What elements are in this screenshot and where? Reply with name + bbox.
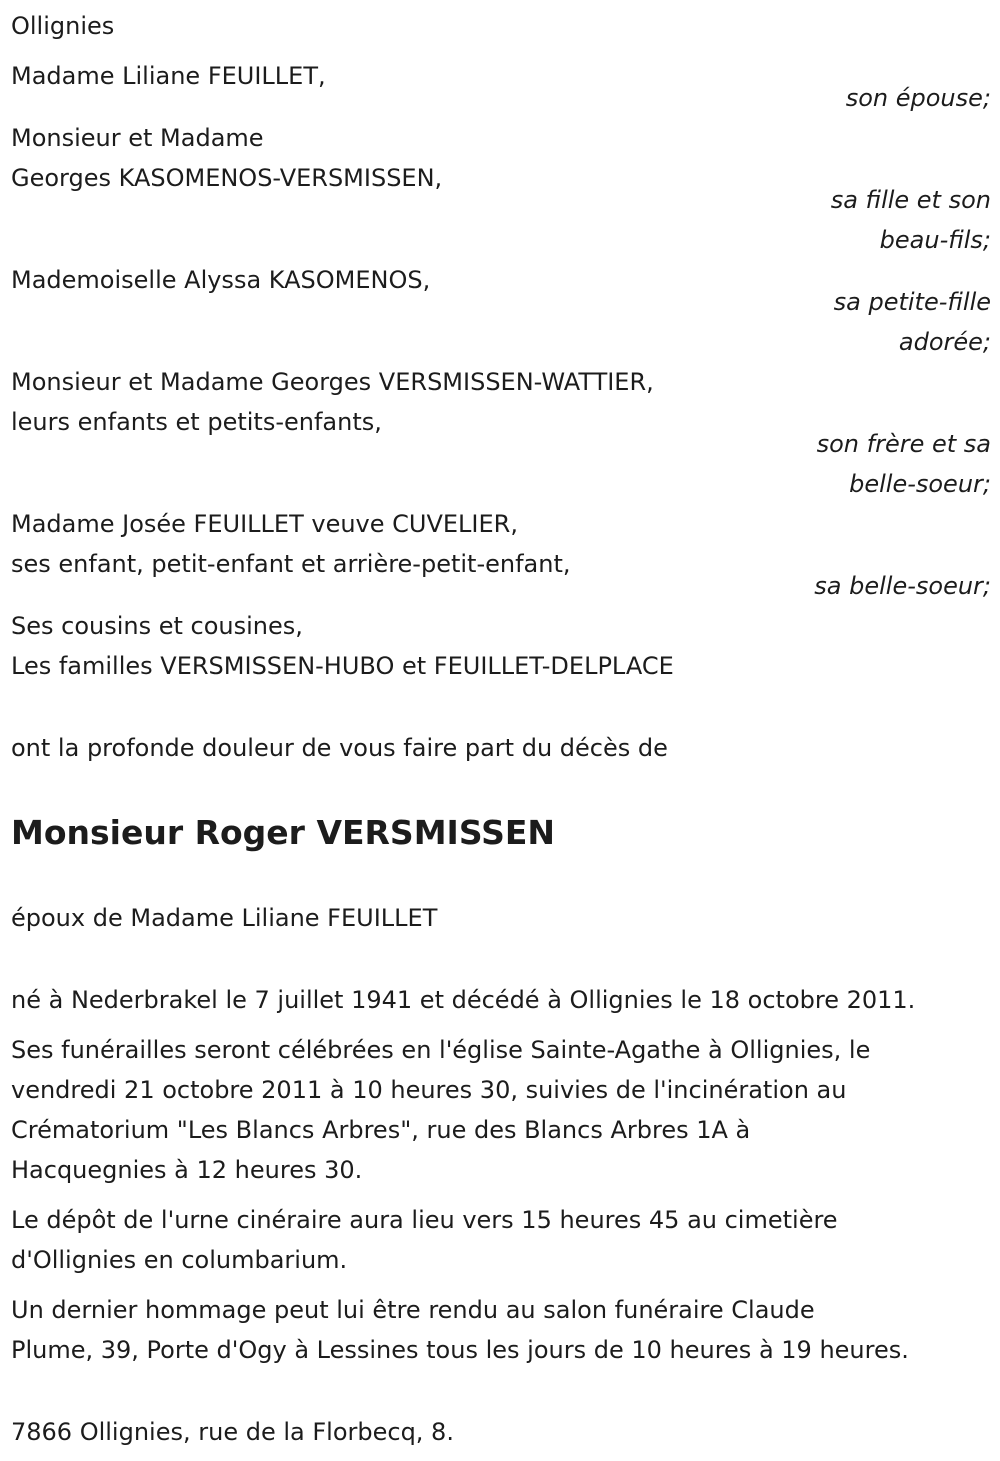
funeral-paragraph [11, 1030, 991, 1190]
urn-paragraph [11, 1200, 991, 1280]
paragraph-line: vendredi 21 octobre 2011 à 10 heures 30, suivies de l'incinération au [11, 1076, 847, 1104]
family-name-line: Mademoiselle Alyssa KASOMENOS, [11, 266, 431, 294]
family-relation: belle-soeur; [849, 470, 991, 498]
paragraph-line: Plume, 39, Porte d'Ogy à Lessines tous les jours de 10 heures à 19 heures. [11, 1336, 909, 1364]
family-name-line: Monsieur et Madame Georges VERSMISSEN-WATTIER, [11, 368, 654, 396]
paragraph-line: Crématorium "Les Blancs Arbres", rue des Blancs Arbres 1A à [11, 1116, 751, 1144]
family-name-line: Georges KASOMENOS-VERSMISSEN, [11, 164, 443, 192]
family-name-line: Ses cousins et cousines, [11, 612, 303, 640]
family-name-line: Madame Liliane FEUILLET, [11, 62, 326, 90]
obituary-document [11, 6, 991, 1452]
deceased-name: Monsieur Roger VERSMISSEN [11, 813, 556, 852]
family-relation: son frère et sa [816, 430, 991, 458]
birth-death-line: né à Nederbrakel le 7 juillet 1941 et décédé à Ollignies le 18 octobre 2011. [11, 986, 916, 1014]
family-entry-spouse [11, 56, 991, 118]
place-heading: Ollignies [11, 12, 115, 40]
family-relation: son épouse; [845, 84, 991, 112]
family-entry-brother [11, 362, 991, 504]
family-relation: sa belle-soeur; [814, 572, 991, 600]
family-name-line: Monsieur et Madame [11, 124, 264, 152]
family-entry-sister-in-law [11, 504, 991, 606]
family-relation: sa petite-fille [833, 288, 991, 316]
paragraph-line: Le dépôt de l'urne cinéraire aura lieu vers 15 heures 45 au cimetière [11, 1206, 838, 1234]
announcement-text: ont la profonde douleur de vous faire part du décès de [11, 734, 668, 762]
family-relation: sa fille et son [830, 186, 991, 214]
family-entry-granddaughter [11, 260, 991, 362]
tribute-paragraph [11, 1290, 991, 1370]
paragraph-line: Ses funérailles seront célébrées en l'église Sainte-Agathe à Ollignies, le [11, 1036, 871, 1064]
family-name-line: Les familles VERSMISSEN-HUBO et FEUILLET-DELPLACE [11, 652, 674, 680]
paragraph-line: Un dernier hommage peut lui être rendu au salon funéraire Claude [11, 1296, 815, 1324]
family-relation: adorée; [898, 328, 991, 356]
family-name-line: Madame Josée FEUILLET veuve CUVELIER, [11, 510, 518, 538]
paragraph-line: d'Ollignies en columbarium. [11, 1246, 348, 1274]
family-entry-cousins [11, 606, 991, 686]
family-name-line: leurs enfants et petits-enfants, [11, 408, 382, 436]
paragraph-line: Hacquegnies à 12 heures 30. [11, 1156, 363, 1184]
spouse-line: époux de Madame Liliane FEUILLET [11, 904, 438, 932]
family-relation: beau-fils; [879, 226, 991, 254]
family-entry-daughter [11, 118, 991, 260]
family-name-line: ses enfant, petit-enfant et arrière-petit-enfant, [11, 550, 571, 578]
address-line: 7866 Ollignies, rue de la Florbecq, 8. [11, 1418, 454, 1446]
